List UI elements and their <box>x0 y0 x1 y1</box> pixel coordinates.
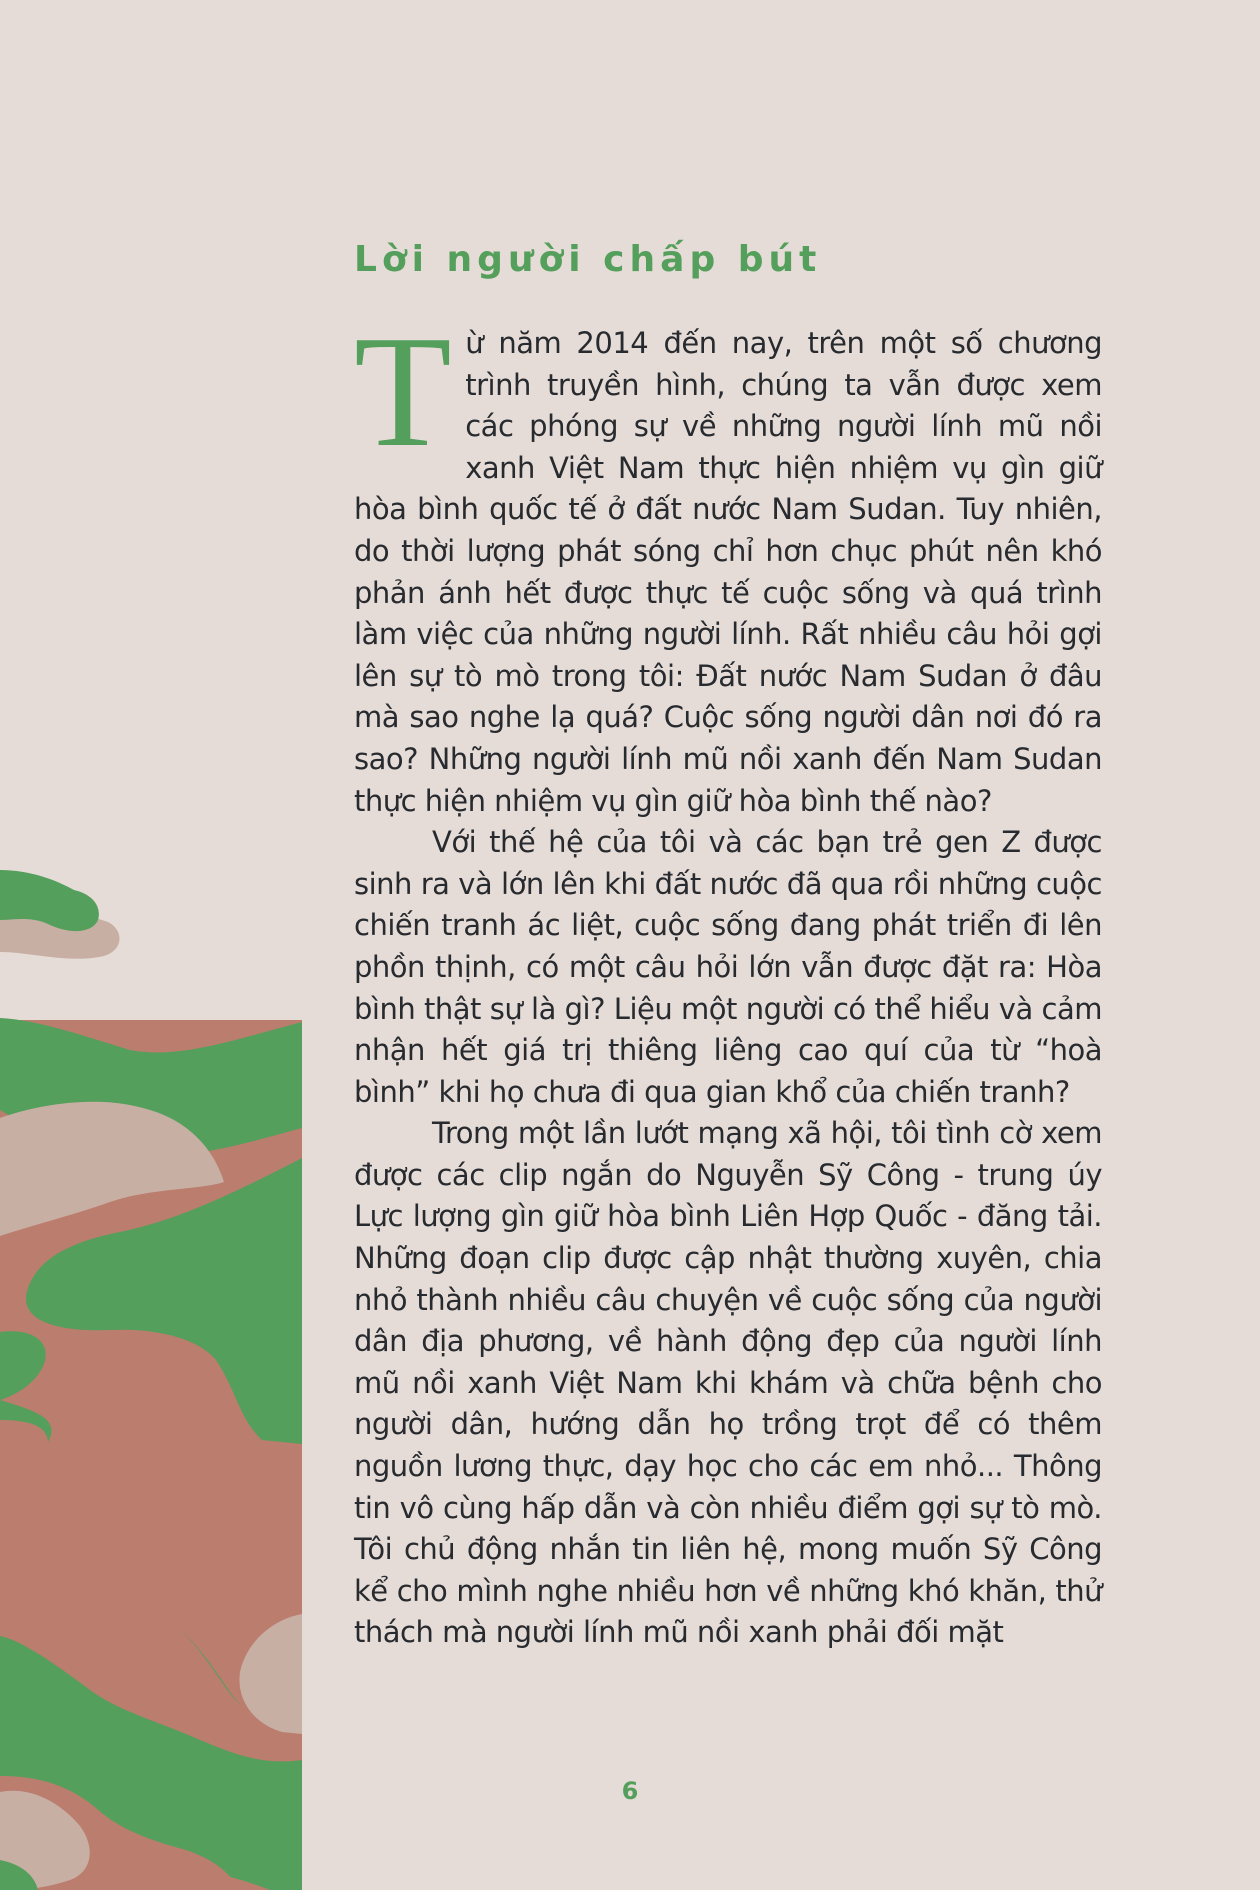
chapter-title: Lời người chấp bút <box>354 239 822 280</box>
body-text <box>354 302 1102 1654</box>
paragraph-1-text: ừ năm 2014 đến nay, trên một số chương trình truyền hình, chúng ta vẫn được xem các phóng sự về những người lính mũ nồi xanh Việt Nam thực hiện nhiệm vụ gìn giữ hòa bình quốc tế ở đất nước Nam Sudan. Tuy nhiên, do thời lượng phát sóng chỉ hơn chục phút nên khó phản ánh hết được thực tế cuộc sống và quá trình làm việc của những người lính. Rất nhiều câu hỏi gợi lên sự tò mò trong tôi: Đất nước Nam Sudan ở đâu mà sao nghe lạ quá? Cuộc sống người dân nơi đó ra sao? Những người lính mũ nồi xanh đến Nam Sudan thực hiện nhiệm vụ gìn giữ hòa bình thế nào? <box>354 326 1102 818</box>
paragraph-3: Trong một lần lướt mạng xã hội, tôi tình cờ xem được các clip ngắn do Nguyễn Sỹ Công - trung úy Lực lượng gìn giữ hòa bình Liên Hợp Quốc - đăng tải. Những đoạn clip được cập nhật thường xuyên, chia nhỏ thành nhiều câu chuyện về cuộc sống của người dân địa phương, về hành động đẹp của người lính mũ nồi xanh Việt Nam khi khám và chữa bệnh cho người dân, hướng dẫn họ trồng trọt để có thêm nguồn lương thực, dạy học cho các em nhỏ... Thông tin vô cùng hấp dẫn và còn nhiều điểm gợi sự tò mò. Tôi chủ động nhắn tin liên hệ, mong muốn Sỹ Công kể cho mình nghe nhiều hơn về những khó khăn, thử thách mà người lính mũ nồi xanh phải đối mặt <box>354 1116 1102 1650</box>
camouflage-decoration <box>0 860 302 1890</box>
page-number: 6 <box>621 1777 639 1805</box>
drop-cap: T <box>354 302 452 480</box>
paragraph-1 <box>354 302 1102 822</box>
paragraph-2: Với thế hệ của tôi và các bạn trẻ gen Z được sinh ra và lớn lên khi đất nước đã qua rồi những cuộc chiến tranh ác liệt, cuộc sống đang phát triển đi lên phồn thịnh, có một câu hỏi lớn vẫn được đặt ra: Hòa bình thật sự là gì? Liệu một người có thể hiểu và cảm nhận hết giá trị thiêng liêng cao quí của từ “hoà bình” khi họ chưa đi qua gian khổ của chiến tranh? <box>354 825 1102 1109</box>
